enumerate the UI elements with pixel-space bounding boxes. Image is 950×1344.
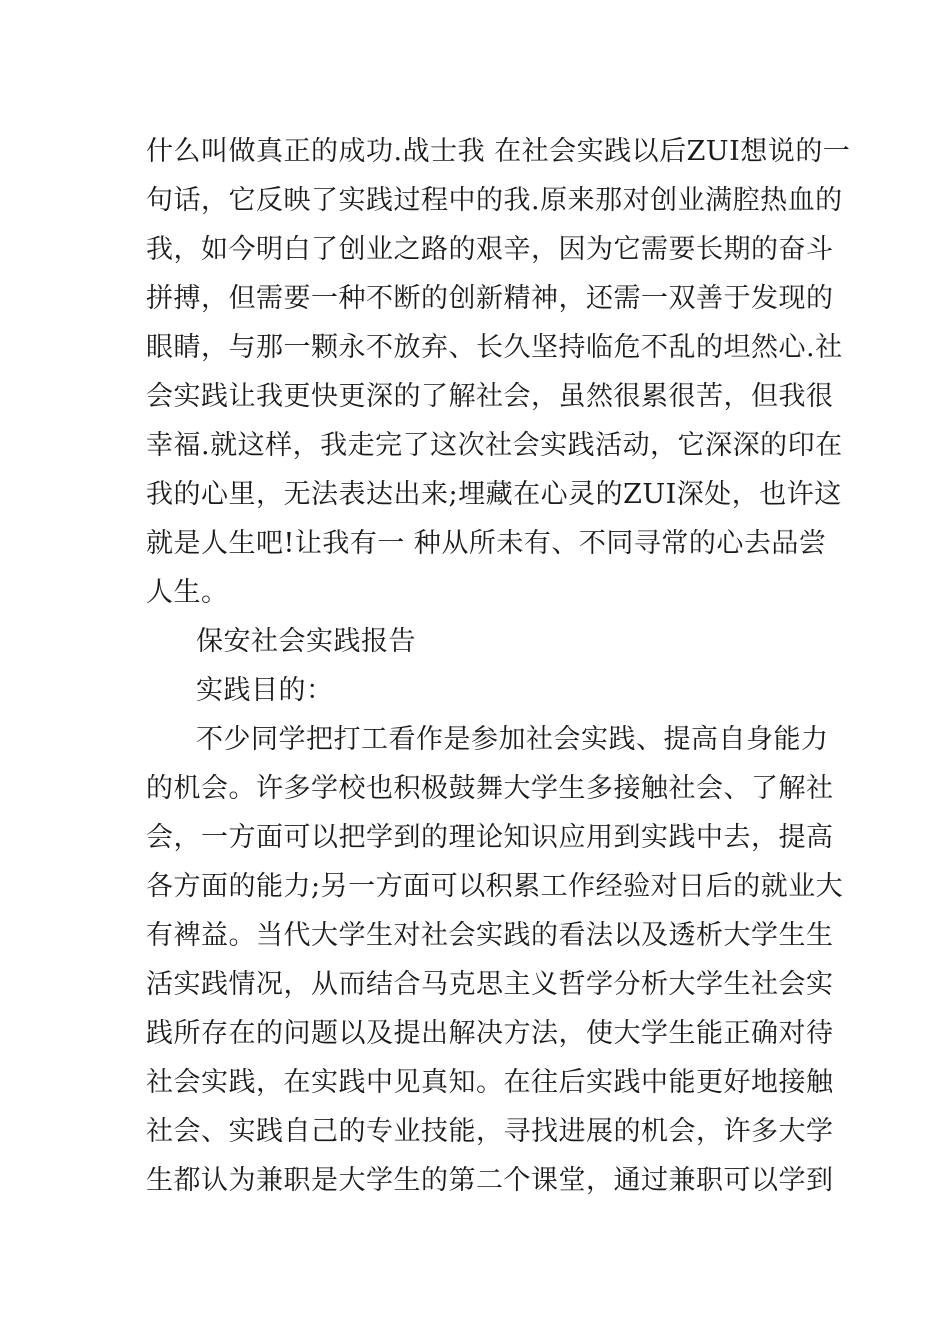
- text-line: 有裨益。当代大学生对社会实践的看法以及透析大学生生: [146, 920, 834, 951]
- text-line: 眼睛，与那一颗永不放弃、长久坚持临危不乱的坦然心.社: [146, 332, 843, 363]
- text-line: 各方面的能力;另一方面可以积累工作经验对日后的就业大: [146, 871, 844, 902]
- text-line: 的机会。许多学校也积极鼓舞大学生多接触社会、了解社: [146, 773, 834, 804]
- text-line: 就是人生吧!让我有一 种从所未有、不同寻常的心去品尝: [146, 528, 827, 559]
- text-line: 我，如今明白了创业之路的艰辛，因为它需要长期的奋斗: [146, 234, 834, 265]
- text-line: 生都认为兼职是大学生的第二个课堂，通过兼职可以学到: [146, 1165, 834, 1196]
- paragraph-purpose: [146, 715, 844, 1205]
- text-line: 践所存在的问题以及提出解决方法，使大学生能正确对待: [146, 1018, 834, 1049]
- text-line: 不少同学把打工看作是参加社会实践、提高自身能力: [196, 724, 829, 755]
- document-body: [146, 127, 851, 1205]
- section-heading: 保安社会实践报告: [196, 626, 416, 657]
- text-line: 活实践情况，从而结合马克思主义哲学分析大学生社会实: [146, 969, 834, 1000]
- text-line: 社会、实践自己的专业技能，寻找进展的机会，许多大学: [146, 1116, 834, 1147]
- text-line: 我的心里，无法表达出来;埋藏在心灵的ZUI深处，也许这: [146, 479, 842, 510]
- text-line: 幸福.就这样，我走完了这次社会实践活动，它深深的印在: [146, 430, 843, 461]
- text-line: 会，一方面可以把学到的理论知识应用到实践中去，提高: [146, 822, 834, 853]
- text-line: 会实践让我更快更深的了解社会，虽然很累很苦，但我很: [146, 381, 834, 412]
- text-line: 拼搏，但需要一种不断的创新精神，还需一双善于发现的: [146, 283, 834, 314]
- section-subheading: 实践目的：: [196, 675, 334, 706]
- text-line: 什么叫做真正的成功.战士我 在社会实践以后ZUI想说的一: [146, 136, 851, 167]
- text-line: 人生。: [146, 577, 229, 608]
- paragraph-conclusion: [146, 127, 851, 617]
- text-line: 句话，它反映了实践过程中的我.原来那对创业满腔热血的: [146, 185, 843, 216]
- text-line: 社会实践，在实践中见真知。在往后实践中能更好地接触: [146, 1067, 834, 1098]
